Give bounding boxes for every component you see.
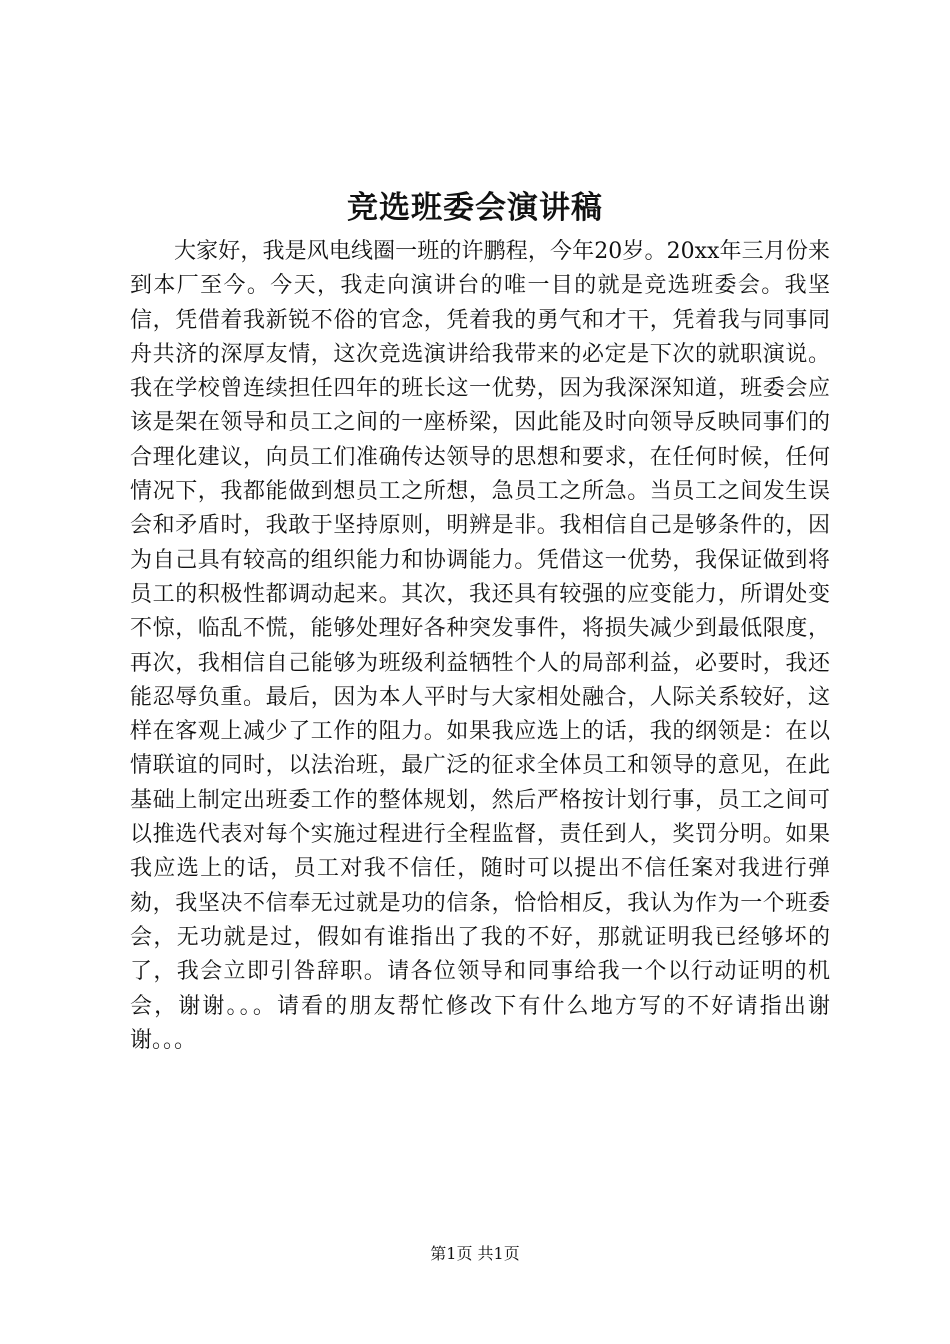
document-body-paragraph: 大家好，我是风电线圈一班的许鹏程，今年20岁。20xx年三月份来到本厂至今。今天，我走向演讲台的唯一目的就是竞选班委会。我坚信，凭借着我新锐不俗的官念，凭着我的勇气和才干，凭着我与同事同舟共济的深厚友情，这次竞选演讲给我带来的必定是下次的就职演说。我在学校曾连续担任四年的班长这一优势，因为我深深知道，班委会应该是架在领导和员工之间的一座桥梁，因此能及时向领导反映同事们的合理化建议，向员工们准确传达领导的思想和要求，在任何时候，任何情况下，我都能做到想员工之所想，急员工之所急。当员工之间发生误会和矛盾时，我敢于坚持原则，明辨是非。我相信自己是够条件的，因为自己具有较高的组织能力和协调能力。凭借这一优势，我保证做到将员工的积极性都调动起来。其次，我还具有较强的应变能力，所谓处变不惊，临乱不慌，能够处理好各种突发事件，将损失减少到最低限度，再次，我相信自己能够为班级利益牺牲个人的局部利益，必要时，我还能忍辱负重。最后，因为本人平时与大家相处融合，人际关系较好，这样在客观上减少了工作的阻力。如果我应选上的话，我的纲领是：在以情联谊的同时，以法治班，最广泛的征求全体员工和领导的意见，在此基础上制定出班委工作的整体规划，然后严格按计划行事，员工之间可以推选代表对每个实施过程进行全程监督，责任到人，奖罚分明。如果我应选上的话，员工对我不信任，随时可以提出不信任案对我进行弹劾，我坚决不信奉无过就是功的信条，恰恰相反，我认为作为一个班委会，无功就是过，假如有谁指出了我的不好，那就证明我已经够坏的了，我会立即引咎辞职。请各位领导和同事给我一个以行动证明的机会，谢谢。。。请看的朋友帮忙修改下有什么地方写的不好请指出谢谢。。。 bbox=[130, 239, 830, 1053]
page-number-footer: 第1页 共1页 bbox=[430, 1244, 520, 1263]
document-title: 竞选班委会演讲稿 bbox=[347, 190, 603, 226]
